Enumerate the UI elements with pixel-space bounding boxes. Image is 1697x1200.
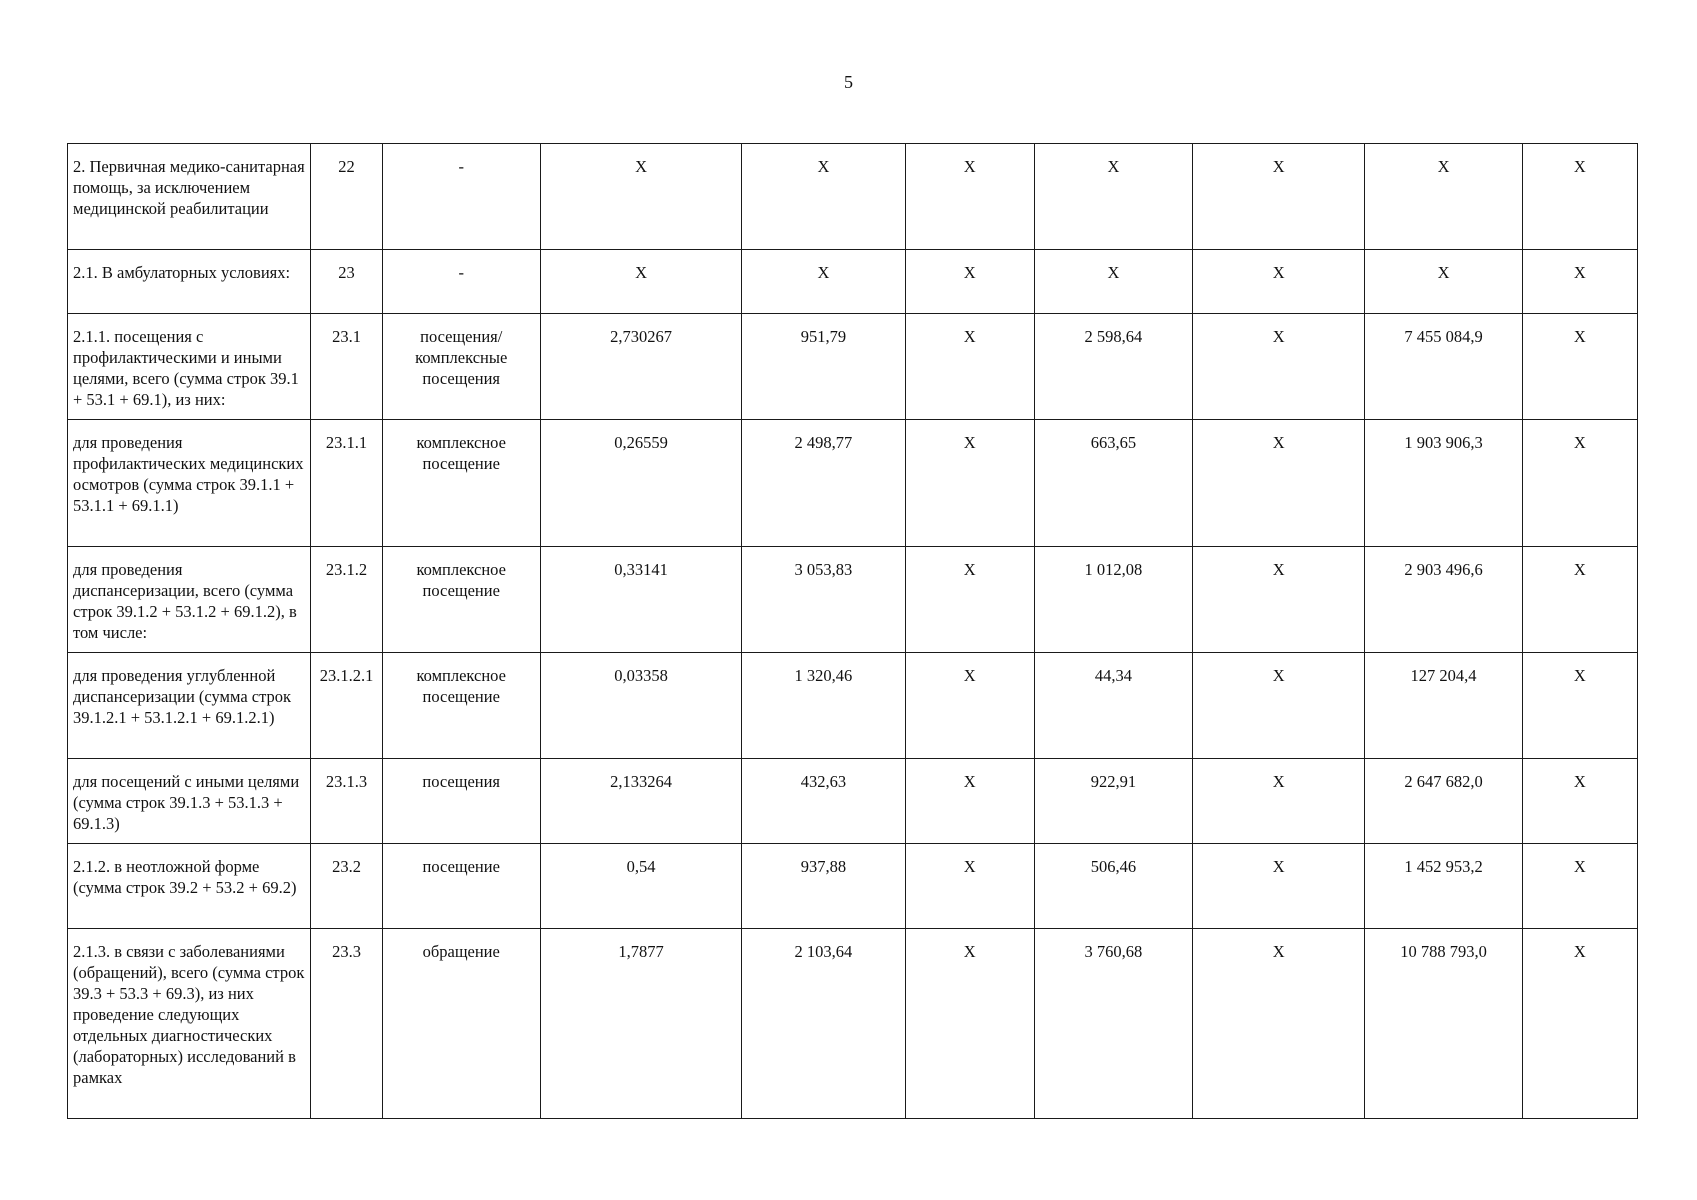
row-unit-cell: комплексное посещение bbox=[382, 420, 540, 547]
row-code-cell: 23.1 bbox=[311, 314, 382, 420]
table-row bbox=[68, 929, 1638, 1119]
row-value-cell: X bbox=[742, 250, 905, 314]
row-value-cell: 1 012,08 bbox=[1034, 547, 1192, 653]
row-value-cell: X bbox=[1522, 547, 1637, 653]
row-value-cell: X bbox=[905, 653, 1034, 759]
row-code-cell: 23.1.3 bbox=[311, 759, 382, 844]
row-value-cell: X bbox=[540, 250, 741, 314]
row-value-cell: X bbox=[1034, 144, 1192, 250]
row-value-cell: 2 103,64 bbox=[742, 929, 905, 1119]
row-unit-cell: - bbox=[382, 144, 540, 250]
row-name-cell: 2.1.1. посещения с профилактическими и иными целями, всего (сумма строк 39.1 + 53.1 + 69.1), из них: bbox=[68, 314, 311, 420]
table-row bbox=[68, 420, 1638, 547]
row-unit-cell: обращение bbox=[382, 929, 540, 1119]
row-value-cell: X bbox=[1193, 250, 1365, 314]
row-value-cell: X bbox=[1193, 929, 1365, 1119]
row-value-cell: 2 647 682,0 bbox=[1365, 759, 1522, 844]
row-value-cell: 0,33141 bbox=[540, 547, 741, 653]
row-value-cell: X bbox=[1522, 420, 1637, 547]
row-value-cell: 663,65 bbox=[1034, 420, 1192, 547]
row-value-cell: 922,91 bbox=[1034, 759, 1192, 844]
row-name-cell: 2.1. В амбулаторных условиях: bbox=[68, 250, 311, 314]
row-value-cell: 0,26559 bbox=[540, 420, 741, 547]
row-value-cell: X bbox=[1365, 144, 1522, 250]
table-row bbox=[68, 144, 1638, 250]
table-row bbox=[68, 844, 1638, 929]
row-value-cell: 951,79 bbox=[742, 314, 905, 420]
row-value-cell: X bbox=[905, 314, 1034, 420]
row-value-cell: X bbox=[1522, 314, 1637, 420]
row-code-cell: 22 bbox=[311, 144, 382, 250]
row-value-cell: X bbox=[1522, 929, 1637, 1119]
row-value-cell: X bbox=[1193, 844, 1365, 929]
table-row bbox=[68, 314, 1638, 420]
row-value-cell: X bbox=[1034, 250, 1192, 314]
row-value-cell: X bbox=[1193, 759, 1365, 844]
row-value-cell: X bbox=[1522, 250, 1637, 314]
row-code-cell: 23.1.1 bbox=[311, 420, 382, 547]
row-value-cell: X bbox=[905, 759, 1034, 844]
row-value-cell: X bbox=[1522, 144, 1637, 250]
row-code-cell: 23.3 bbox=[311, 929, 382, 1119]
row-value-cell: 2 498,77 bbox=[742, 420, 905, 547]
row-unit-cell: посещения/комплексные посещения bbox=[382, 314, 540, 420]
row-value-cell: 2 903 496,6 bbox=[1365, 547, 1522, 653]
row-value-cell: 506,46 bbox=[1034, 844, 1192, 929]
row-value-cell: X bbox=[742, 144, 905, 250]
row-value-cell: X bbox=[1193, 420, 1365, 547]
row-value-cell: X bbox=[905, 420, 1034, 547]
row-unit-cell: комплексное посещение bbox=[382, 653, 540, 759]
row-value-cell: X bbox=[905, 844, 1034, 929]
row-unit-cell: комплексное посещение bbox=[382, 547, 540, 653]
row-value-cell: 7 455 084,9 bbox=[1365, 314, 1522, 420]
row-value-cell: X bbox=[905, 547, 1034, 653]
row-name-cell: для проведения диспансеризации, всего (сумма строк 39.1.2 + 53.1.2 + 69.1.2), в том числе: bbox=[68, 547, 311, 653]
row-value-cell: 432,63 bbox=[742, 759, 905, 844]
row-code-cell: 23.2 bbox=[311, 844, 382, 929]
row-value-cell: X bbox=[1522, 844, 1637, 929]
row-value-cell: X bbox=[540, 144, 741, 250]
page-number: 5 bbox=[844, 72, 853, 92]
row-value-cell: 0,03358 bbox=[540, 653, 741, 759]
row-value-cell: X bbox=[1522, 653, 1637, 759]
row-name-cell: 2. Первичная медико-санитарная помощь, за исключением медицинской реабилитации bbox=[68, 144, 311, 250]
row-name-cell: для проведения углубленной диспансеризации (сумма строк 39.1.2.1 + 53.1.2.1 + 69.1.2.1) bbox=[68, 653, 311, 759]
row-value-cell: 1 903 906,3 bbox=[1365, 420, 1522, 547]
row-value-cell: X bbox=[905, 929, 1034, 1119]
row-value-cell: 127 204,4 bbox=[1365, 653, 1522, 759]
row-value-cell: 2,133264 bbox=[540, 759, 741, 844]
row-value-cell: 3 760,68 bbox=[1034, 929, 1192, 1119]
row-value-cell: 2 598,64 bbox=[1034, 314, 1192, 420]
row-code-cell: 23.1.2 bbox=[311, 547, 382, 653]
row-value-cell: X bbox=[1365, 250, 1522, 314]
financing-table bbox=[67, 143, 1638, 1119]
row-value-cell: X bbox=[905, 250, 1034, 314]
row-value-cell: 10 788 793,0 bbox=[1365, 929, 1522, 1119]
row-name-cell: для посещений с иными целями (сумма строк 39.1.3 + 53.1.3 + 69.1.3) bbox=[68, 759, 311, 844]
row-value-cell: X bbox=[1193, 653, 1365, 759]
row-value-cell: 44,34 bbox=[1034, 653, 1192, 759]
row-value-cell: 2,730267 bbox=[540, 314, 741, 420]
row-value-cell: X bbox=[1193, 144, 1365, 250]
row-value-cell: 3 053,83 bbox=[742, 547, 905, 653]
row-unit-cell: посещение bbox=[382, 844, 540, 929]
row-value-cell: X bbox=[1522, 759, 1637, 844]
table-row bbox=[68, 250, 1638, 314]
row-value-cell: 937,88 bbox=[742, 844, 905, 929]
row-code-cell: 23 bbox=[311, 250, 382, 314]
row-name-cell: для проведения профилактических медицинских осмотров (сумма строк 39.1.1 + 53.1.1 + 69.1.1) bbox=[68, 420, 311, 547]
row-value-cell: 1 320,46 bbox=[742, 653, 905, 759]
row-name-cell: 2.1.2. в неотложной форме (сумма строк 39.2 + 53.2 + 69.2) bbox=[68, 844, 311, 929]
table-row bbox=[68, 653, 1638, 759]
row-unit-cell: - bbox=[382, 250, 540, 314]
table-row bbox=[68, 547, 1638, 653]
row-value-cell: X bbox=[1193, 314, 1365, 420]
row-value-cell: X bbox=[905, 144, 1034, 250]
row-code-cell: 23.1.2.1 bbox=[311, 653, 382, 759]
row-value-cell: 1 452 953,2 bbox=[1365, 844, 1522, 929]
row-name-cell: 2.1.3. в связи с заболеваниями (обращений), всего (сумма строк 39.3 + 53.3 + 69.3), из них проведение следующих отдельных диагностических (лабораторных) исследований в рамках bbox=[68, 929, 311, 1119]
table-row bbox=[68, 759, 1638, 844]
row-value-cell: 0,54 bbox=[540, 844, 741, 929]
row-value-cell: X bbox=[1193, 547, 1365, 653]
row-value-cell: 1,7877 bbox=[540, 929, 741, 1119]
row-unit-cell: посещения bbox=[382, 759, 540, 844]
